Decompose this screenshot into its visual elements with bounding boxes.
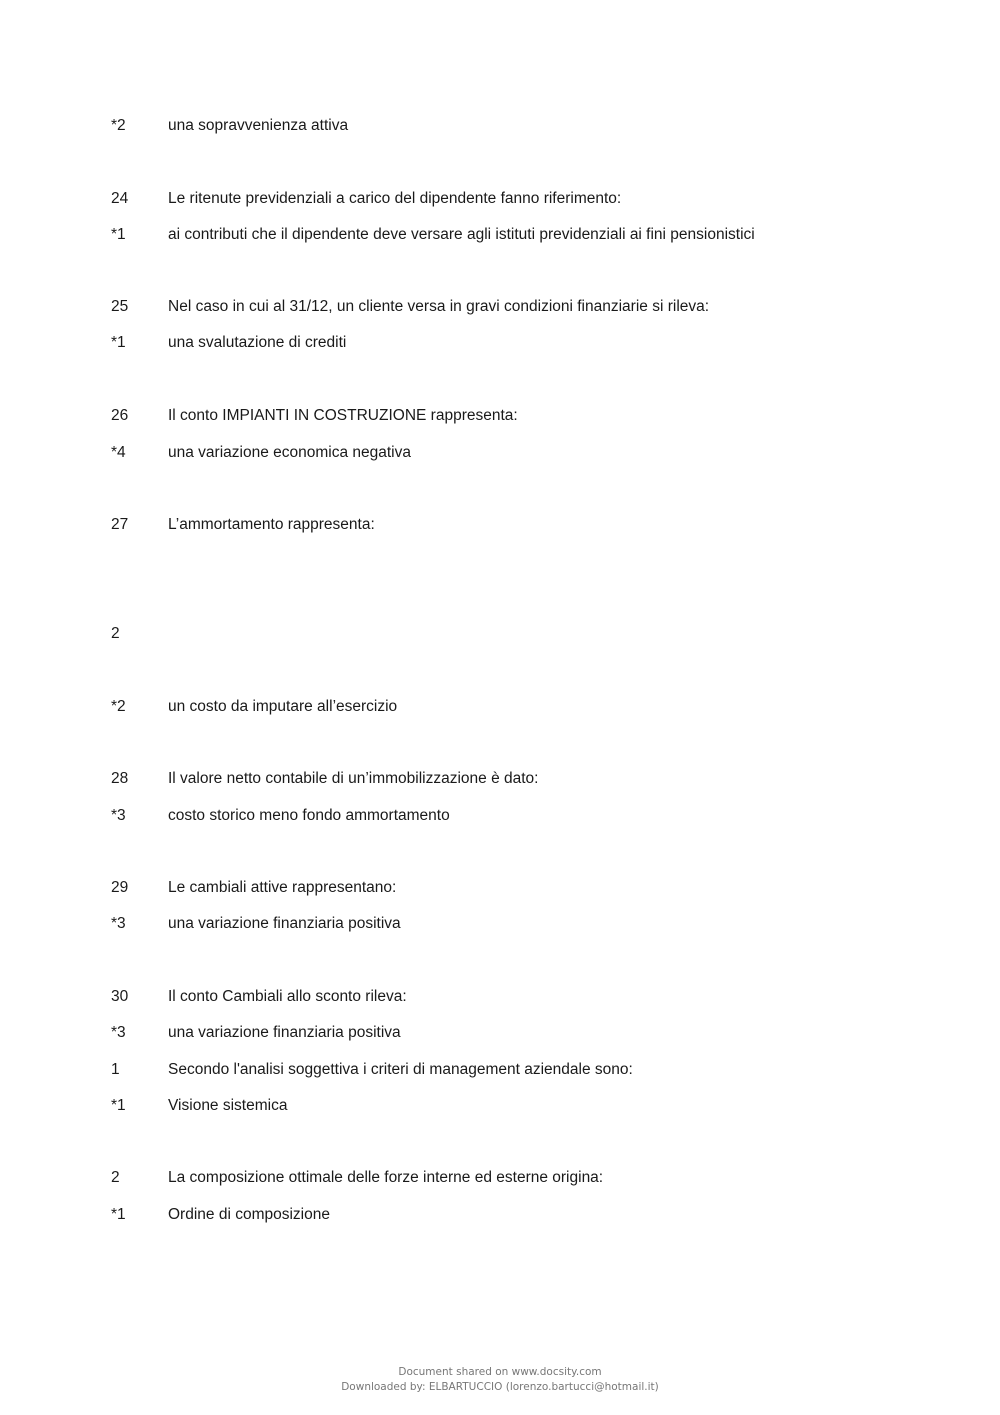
question-text: Il conto Cambiali allo sconto rileva: <box>168 988 407 1005</box>
answer-line <box>0 442 1000 464</box>
answer-line <box>0 1095 1000 1117</box>
answer-text: una sopravvenienza attiva <box>168 117 349 134</box>
question-line <box>0 296 1000 318</box>
answer-text: ai contributi che il dipendente deve versare agli istituti previdenziali ai fini pensionistici <box>168 226 755 243</box>
answer-number: *2 <box>111 117 126 134</box>
question-number: 29 <box>111 879 129 896</box>
page-number-line <box>0 623 1000 645</box>
question-text: L’ammortamento rappresenta: <box>168 516 375 533</box>
question-line <box>0 405 1000 427</box>
answer-number: *2 <box>111 698 126 715</box>
question-text: La composizione ottimale delle forze interne ed esterne origina: <box>168 1169 604 1186</box>
question-line <box>0 514 1000 536</box>
question-number: 1 <box>111 1061 120 1078</box>
answer-line <box>0 913 1000 935</box>
answer-number: *3 <box>111 915 126 932</box>
page-number: 2 <box>111 625 120 642</box>
answer-text: una svalutazione di crediti <box>168 334 347 351</box>
question-line <box>0 1167 1000 1189</box>
question-number: 24 <box>111 190 129 207</box>
answer-line <box>0 805 1000 827</box>
answer-text: un costo da imputare all’esercizio <box>168 698 398 715</box>
question-number: 25 <box>111 298 129 315</box>
question-line <box>0 986 1000 1008</box>
answer-line <box>0 224 1000 246</box>
question-text: Secondo l'analisi soggettiva i criteri di management aziendale sono: <box>168 1061 633 1078</box>
answer-text: una variazione finanziaria positiva <box>168 1024 401 1041</box>
answer-number: *3 <box>111 807 126 824</box>
question-number: 28 <box>111 770 129 787</box>
question-text: Il valore netto contabile di un’immobilizzazione è dato: <box>168 770 539 787</box>
question-number: 26 <box>111 407 129 424</box>
question-text: Nel caso in cui al 31/12, un cliente versa in gravi condizioni finanziarie si rileva: <box>168 298 710 315</box>
question-text: Il conto IMPIANTI IN COSTRUZIONE rappresenta: <box>168 407 518 424</box>
answer-line <box>0 115 1000 137</box>
answer-text: Visione sistemica <box>168 1097 288 1114</box>
question-line <box>0 877 1000 899</box>
footer-download-notice: Downloaded by: ELBARTUCCIO (lorenzo.bartucci@hotmail.it) <box>341 1381 659 1393</box>
question-number: 30 <box>111 988 129 1005</box>
answer-line <box>0 1022 1000 1044</box>
question-number: 27 <box>111 516 129 533</box>
question-text: Le ritenute previdenziali a carico del dipendente fanno riferimento: <box>168 190 622 207</box>
answer-number: *4 <box>111 444 126 461</box>
answer-number: *1 <box>111 1206 126 1223</box>
answer-text: Ordine di composizione <box>168 1206 330 1223</box>
answer-line <box>0 1204 1000 1226</box>
question-text: Le cambiali attive rappresentano: <box>168 879 397 896</box>
question-number: 2 <box>111 1169 120 1186</box>
footer-shared-notice: Document shared on www.docsity.com <box>398 1366 602 1378</box>
answer-text: una variazione economica negativa <box>168 444 411 461</box>
answer-text: costo storico meno fondo ammortamento <box>168 807 450 824</box>
question-line <box>0 1059 1000 1081</box>
answer-number: *1 <box>111 226 126 243</box>
answer-number: *1 <box>111 334 126 351</box>
answer-number: *1 <box>111 1097 126 1114</box>
answer-line <box>0 332 1000 354</box>
answer-number: *3 <box>111 1024 126 1041</box>
answer-line <box>0 696 1000 718</box>
answer-text: una variazione finanziaria positiva <box>168 915 401 932</box>
question-line <box>0 768 1000 790</box>
question-line <box>0 188 1000 210</box>
